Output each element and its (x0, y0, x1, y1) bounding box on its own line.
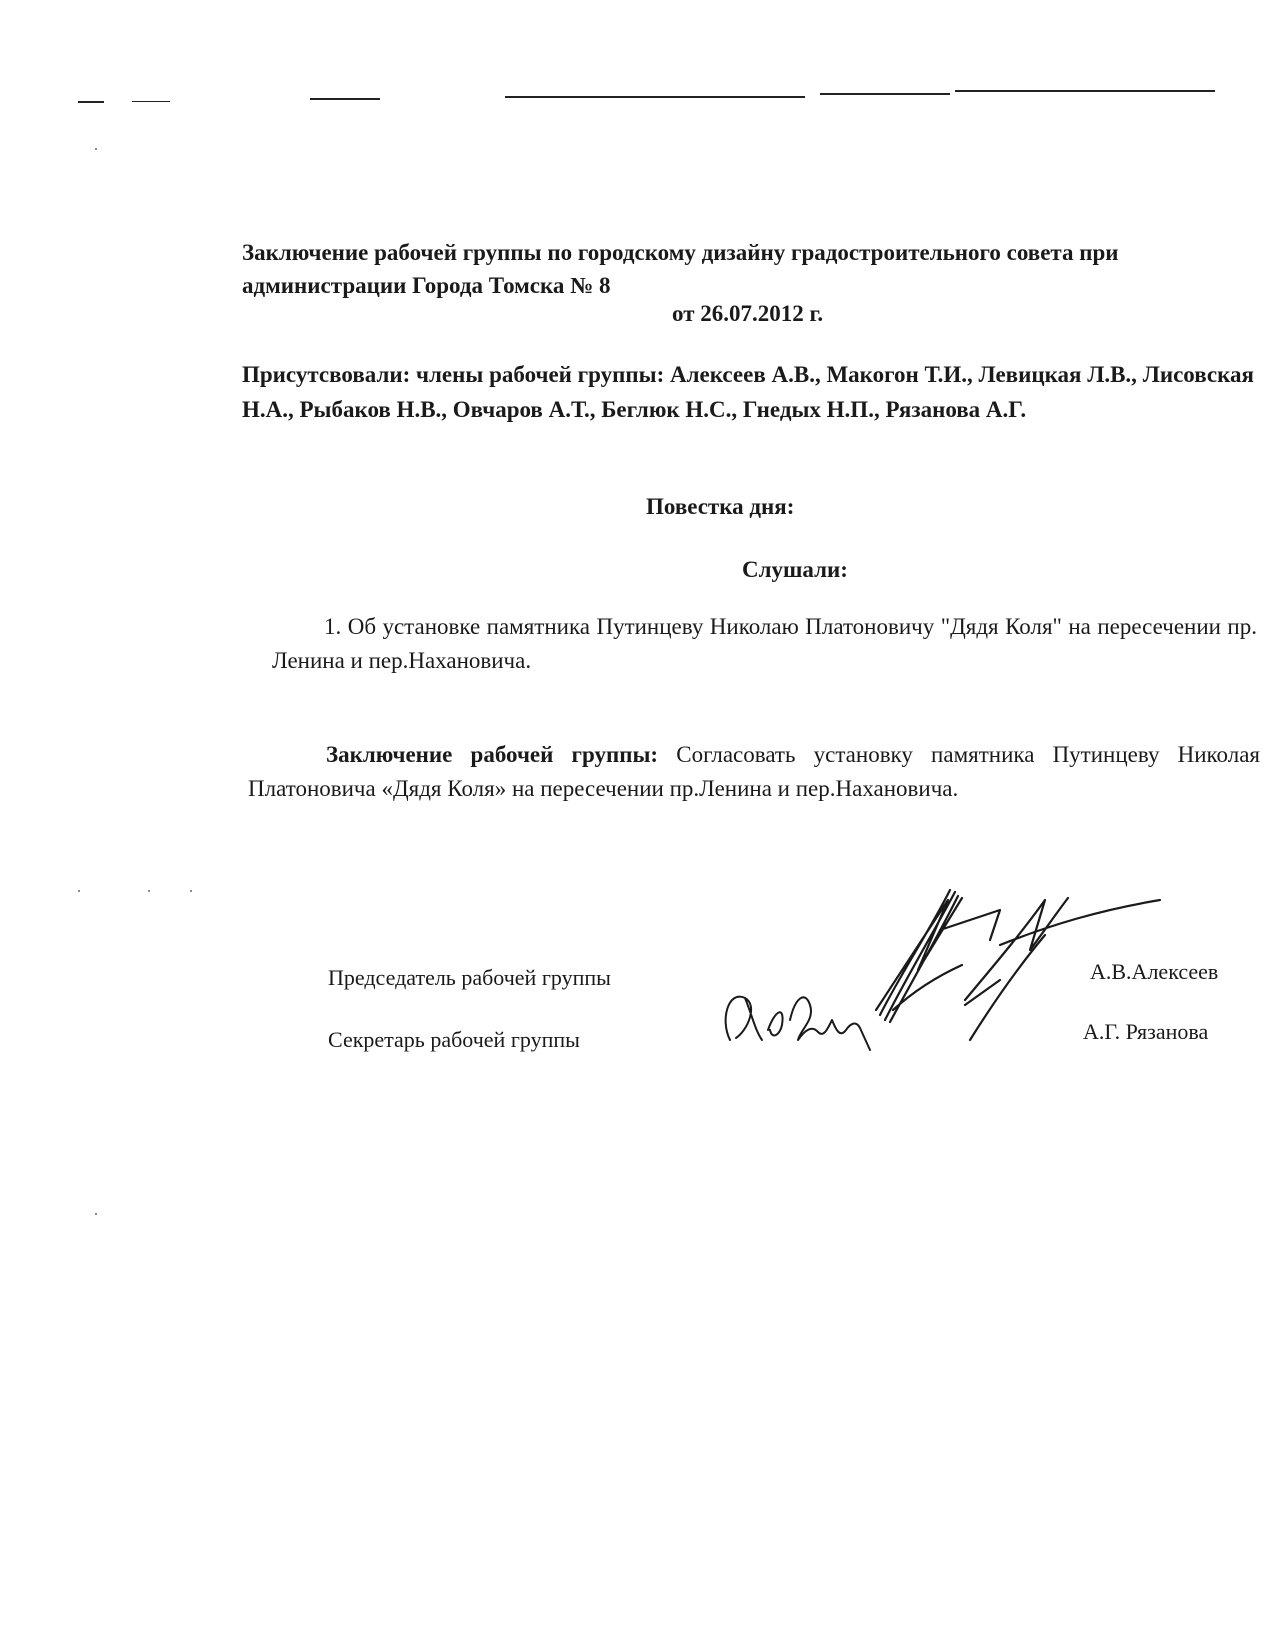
chair-signature (876, 890, 1160, 1040)
chair-name: А.В.Алексеев (1090, 959, 1219, 984)
secretary-signature (726, 997, 870, 1050)
document-title: Заключение рабочей группы по городскому дизайну градостроительного совета при администрации Города Томска № 8 (242, 240, 1119, 298)
document-date: от 26.07.2012 г. (672, 301, 824, 326)
secretary-label: Секретарь рабочей группы (328, 1027, 580, 1052)
scan-speck (95, 148, 97, 150)
scan-speck (78, 890, 80, 892)
conclusion-text: Согласовать установку памятника Путинцеву Николая Платоновича «Дядя Коля» на пересечении пр.Ленина и пер.Нахановича. (248, 742, 1260, 801)
chair-label: Председатель рабочей группы (328, 965, 611, 990)
agenda-item-1: 1. Об установке памятника Путинцеву Николаю Платоновичу "Дядя Коля" на пересечении пр. Ленина и пер.Нахановича. (272, 614, 1257, 673)
conclusion-label: Заключение рабочей группы: (326, 742, 659, 767)
scan-artifact-line (820, 93, 950, 95)
attendees-paragraph: Присутсвовали: члены рабочей группы: Алексеев А.В., Макогон Т.И., Левицкая Л.В., Лисовская Н.А., Рыбаков Н.В., Овчаров А.Т., Беглюк Н.С., Гнедых Н.П., Рязанова А.Г. (242, 362, 1254, 422)
scan-speck (190, 890, 192, 892)
scan-speck (95, 1213, 97, 1215)
agenda-heading: Повестка дня: (646, 494, 795, 519)
scan-artifact-line (955, 90, 1215, 92)
handwritten-signatures (700, 880, 1180, 1080)
scan-speck (148, 890, 150, 892)
scan-artifact-line (78, 101, 104, 103)
scan-artifact-line (505, 96, 805, 98)
scan-artifact-line (310, 98, 380, 100)
conclusion-paragraph (248, 738, 1260, 806)
heard-heading: Слушали: (742, 557, 848, 582)
scan-artifact-line (132, 101, 170, 102)
secretary-name: А.Г. Рязанова (1083, 1019, 1209, 1044)
